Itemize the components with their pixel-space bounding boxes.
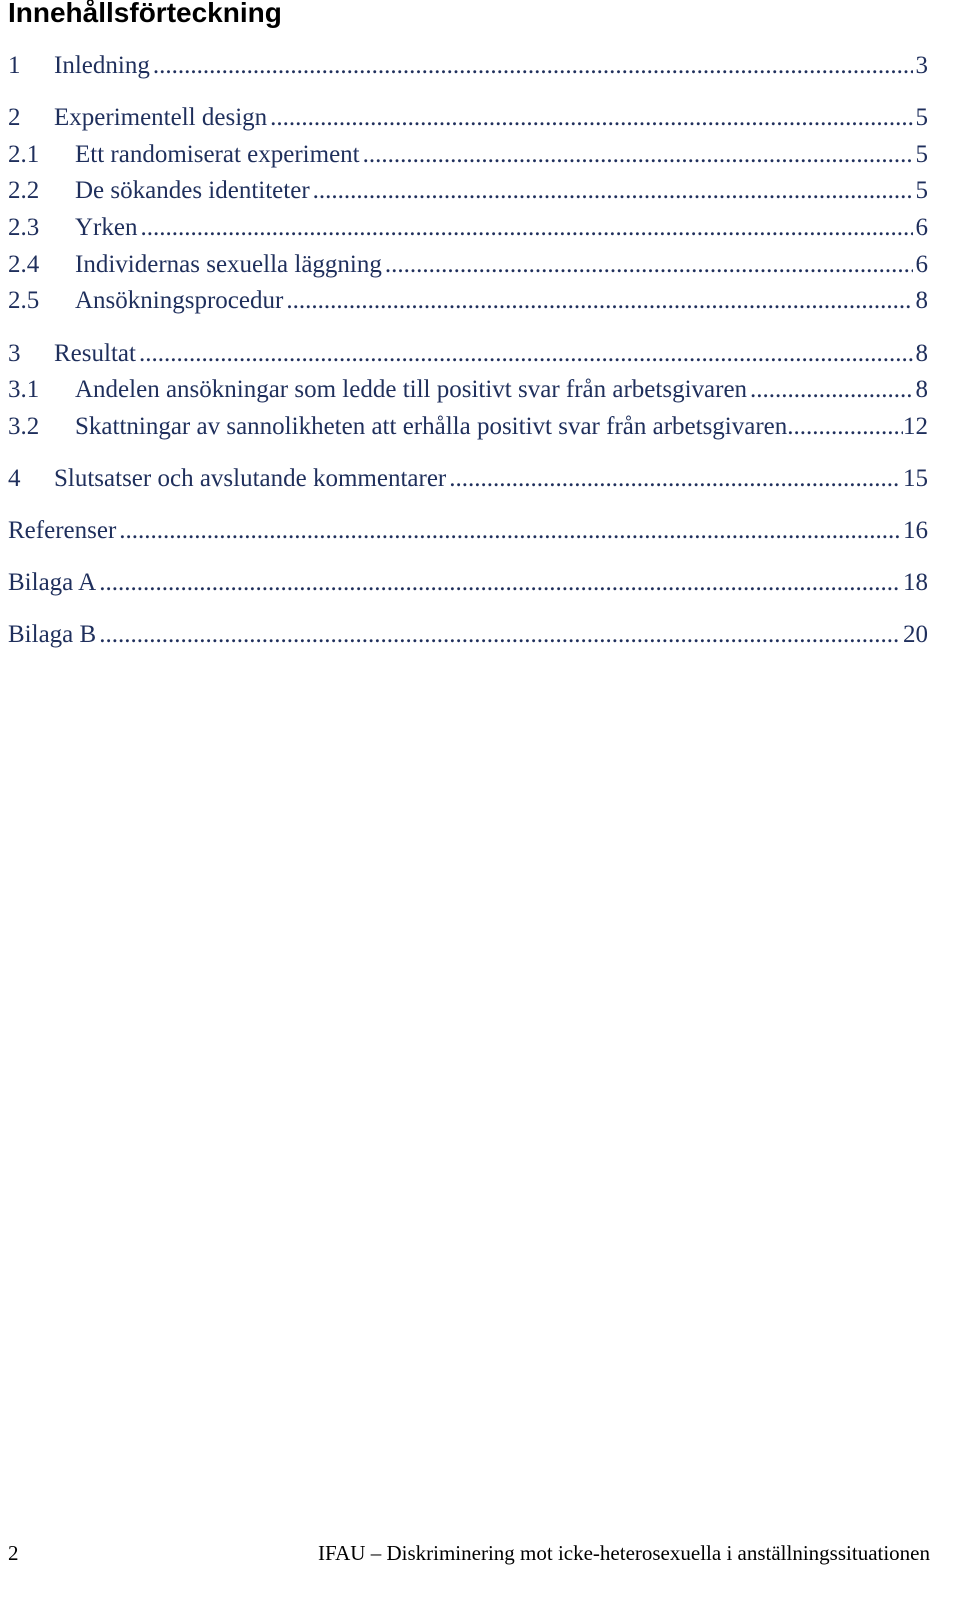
toc-entry-number: 3 <box>8 340 21 367</box>
toc-entry-number: 2 <box>8 104 21 131</box>
toc-entry-number: 1 <box>8 52 21 79</box>
toc-entry[interactable] <box>8 339 928 369</box>
toc-entry-text: Skattningar av sannolikheten att erhålla positivt svar från arbetsgivaren <box>75 413 788 440</box>
toc-entry-page: 16 <box>903 517 928 544</box>
toc-entry-text: Referenser <box>8 517 117 544</box>
toc-entry-page: 15 <box>903 465 928 492</box>
toc-entry-text: Slutsatser och avslutande kommentarer <box>54 465 447 492</box>
toc-dot-leader <box>750 375 912 405</box>
toc-entry-page: 6 <box>915 251 928 278</box>
toc-entry-number: 4 <box>8 465 21 492</box>
toc-entry-number: 2.4 <box>8 251 40 278</box>
toc-entry-page: 8 <box>915 340 928 367</box>
toc-entry-text: Bilaga A <box>8 569 97 596</box>
toc-entry-text: Andelen ansökningar som ledde till positivt svar från arbetsgivaren <box>75 376 748 403</box>
toc-entry[interactable] <box>8 412 928 442</box>
toc-entry-page: 5 <box>915 104 928 131</box>
toc-entry-page: 12 <box>903 413 928 440</box>
toc-entry-page: 20 <box>903 621 928 648</box>
toc-dot-leader <box>139 339 913 369</box>
toc-entry[interactable] <box>8 213 928 243</box>
footer-page-number: 2 <box>8 1541 19 1565</box>
toc-entry-text: Individernas sexuella läggning <box>75 251 382 278</box>
toc-entry[interactable] <box>8 568 928 598</box>
toc-dot-leader <box>153 51 913 81</box>
toc-entry[interactable] <box>8 516 928 546</box>
toc-entry-text: Bilaga B <box>8 621 97 648</box>
toc-dot-leader <box>99 620 900 650</box>
toc-entry-page: 18 <box>903 569 928 596</box>
toc-dot-leader <box>99 568 900 598</box>
toc-dot-leader <box>363 140 913 170</box>
toc-entry[interactable] <box>8 140 928 170</box>
toc-dot-leader <box>385 250 913 280</box>
toc-dot-leader <box>787 412 903 442</box>
toc-entry[interactable] <box>8 250 928 280</box>
page-footer <box>8 1540 930 1566</box>
toc-entry-number: 2.1 <box>8 141 40 168</box>
toc-entry-text: De sökandes identiteter <box>75 177 310 204</box>
toc-entry-text: Experimentell design <box>54 104 268 131</box>
toc-entry-text: Ansökningsprocedur <box>75 287 284 314</box>
toc-dot-leader <box>140 213 912 243</box>
toc-title: Innehållsförteckning <box>8 0 282 28</box>
toc-entry-number: 2.5 <box>8 287 40 314</box>
toc-dot-leader <box>119 516 900 546</box>
footer-running-title: IFAU – Diskriminering mot icke-heterosexuella i anställningssituationen <box>318 1541 930 1565</box>
toc-entry-page: 8 <box>915 287 928 314</box>
toc-entry-number: 3.2 <box>8 413 40 440</box>
toc-entry[interactable] <box>8 51 928 81</box>
toc-entry-number: 2.2 <box>8 177 40 204</box>
toc-dot-leader <box>313 176 913 206</box>
toc-entry-text: Yrken <box>75 214 138 241</box>
toc-entry-text: Ett randomiserat experiment <box>75 141 360 168</box>
toc-entry-page: 6 <box>915 214 928 241</box>
toc-dot-leader <box>286 286 912 316</box>
toc-entry-text: Inledning <box>54 52 150 79</box>
toc-entry-page: 5 <box>915 177 928 204</box>
toc-entry[interactable] <box>8 464 928 494</box>
toc-dot-leader <box>270 103 912 133</box>
toc-entry[interactable] <box>8 286 928 316</box>
toc-entry[interactable] <box>8 375 928 405</box>
toc-entry-page: 3 <box>915 52 928 79</box>
toc-entry[interactable] <box>8 176 928 206</box>
toc-entry[interactable] <box>8 103 928 133</box>
toc-entry-number: 3.1 <box>8 376 40 403</box>
toc-entry[interactable] <box>8 620 928 650</box>
toc-entry-page: 8 <box>915 376 928 403</box>
toc-dot-leader <box>449 464 900 494</box>
toc-entry-page: 5 <box>915 141 928 168</box>
toc-entry-text: Resultat <box>54 340 136 367</box>
toc-entry-number: 2.3 <box>8 214 40 241</box>
